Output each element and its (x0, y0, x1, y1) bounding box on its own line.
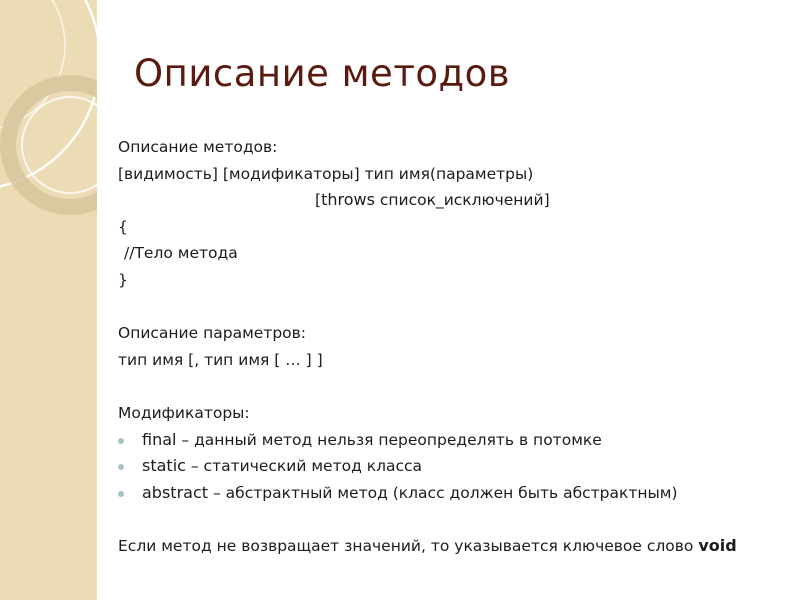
modifier-keyword: abstract (142, 482, 209, 502)
modifier-description: – данный метод нельзя переопределять в потомке (176, 430, 602, 449)
void-note-text: Если метод не возвращает значений, то указывается ключевое слово (118, 537, 699, 555)
decorative-circles-graphic (0, 0, 97, 600)
modifier-description: – статический метод класса (185, 457, 423, 475)
throws-keyword: throws (321, 190, 375, 209)
modifiers-heading: Модификаторы: (118, 404, 250, 422)
void-keyword: void (698, 536, 737, 555)
method-signature: [видимость] [модификаторы] тип имя(параметры) (118, 164, 534, 183)
throws-line (118, 187, 778, 214)
modifier-item-abstract (118, 480, 778, 507)
modifier-description: – абстрактный метод (класс должен быть абстрактным) (208, 483, 678, 502)
modifier-keyword: static (142, 456, 186, 475)
params-desc-heading: Описание параметров: (118, 324, 307, 342)
modifier-keyword: final (142, 429, 177, 449)
modifier-item-static (118, 453, 778, 480)
method-desc-heading: Описание методов: (118, 138, 278, 156)
bullet-icon (118, 491, 124, 497)
params-syntax: тип имя [, тип имя [ … ] ] (118, 350, 323, 369)
brace-close: } (118, 270, 128, 289)
spacer (118, 373, 778, 400)
throws-open-bracket: [ (315, 191, 322, 209)
decorative-sidebar (0, 0, 97, 600)
bullet-icon (118, 464, 124, 470)
throws-rest: список_исключений] (374, 191, 550, 209)
slide-title: Описание методов (134, 52, 511, 95)
method-body-comment: //Тело метода (124, 244, 238, 262)
spacer (118, 506, 778, 533)
slide-content (118, 134, 778, 560)
modifier-item-final (118, 427, 778, 454)
void-note (118, 533, 778, 560)
bullet-icon (118, 438, 124, 444)
brace-open: { (118, 217, 128, 236)
spacer (118, 293, 778, 320)
